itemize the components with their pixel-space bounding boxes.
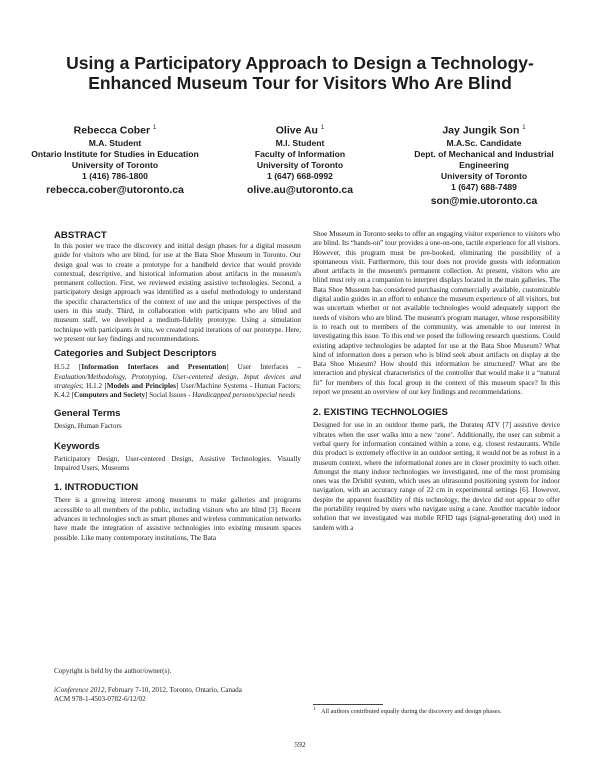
author-affiliation: Dept. of Mechanical and Industrial Engineering <box>414 148 554 170</box>
author-phone: 1 (647) 668-0992 <box>267 170 333 181</box>
author-phone: 1 (647) 688-7489 <box>451 181 517 192</box>
general-terms-text: Design, Human Factors <box>54 422 122 431</box>
footnote <box>313 708 561 716</box>
author-affiliation: Ontario Institute for Studies in Education <box>31 148 199 159</box>
author-university: University of Toronto <box>256 159 344 170</box>
introduction-heading: 1. INTRODUCTION <box>54 482 139 494</box>
author-footnote-mark: 1 <box>522 125 526 131</box>
existing-technologies-heading: 2. EXISTING TECHNOLOGIES <box>313 407 448 419</box>
author-name: Jay Jungik Son $^1$ <box>442 124 526 137</box>
paper-title: Using a Participatory Approach to Design a Technology-Enhanced Museum Tour for Visitors Who Are Blind <box>66 53 534 93</box>
author-role: M.A.Sc. Candidate <box>446 137 522 148</box>
copyright-notice: Copyright is held by the author/owner(s). <box>54 667 172 675</box>
author-phone: 1 (416) 786-1800 <box>82 170 148 181</box>
page-number: 592 <box>294 740 306 749</box>
conference-info <box>54 686 301 705</box>
footnote-divider <box>313 704 383 705</box>
author-role: M.I. Student <box>275 137 325 148</box>
general-terms-heading: General Terms <box>54 408 121 420</box>
author-email[interactable]: son@mie.utoronto.ca <box>430 195 538 207</box>
author-block-cober <box>20 122 210 198</box>
author-university: University of Toronto <box>440 170 528 181</box>
existing-technologies-text: Designed for use in an outdoor theme park, the Durateq ATV [7] assistive device vibrates when the user walks into a new ‘zone’. Additionally, the user can submit a verbal query for information contained within a zone, e.g. closest restaurants. While this product is extremely effective in an outdoor setting, it would not be as robust in a museum context, where the informational zones are in closer proximity to each other. Amongst the many indoor technologies we investigated, one of the most promising ones was the Drishti system, which uses an ultrasound positioning system for indoor navigation, with an accuracy range of 22 cm in experimental settings [6]. However, despite the apparent feasibility of this technology, the device did not appear to offer the portability required by users who navigate using a cane. Another tractable indoor solution that we investigated was mobile RFID tags (signal-generating dot) used in tandem with a <box>313 421 560 532</box>
left-column <box>54 230 301 543</box>
author-email[interactable]: rebecca.cober@utoronto.ca <box>46 184 184 196</box>
introduction-text: There is a growing interest among museums to make galleries and programs accessible to all members of the public, including visitors who are blind [3]. Recent advances in technologies such as smart phones and wireless communication networks have made the integration of assistive technologies into existing museum spaces possible. Like many contemporary institutions, The Bata <box>54 496 301 542</box>
author-affiliation: Faculty of Information <box>254 148 346 159</box>
author-block-au <box>205 122 395 198</box>
abstract-heading: ABSTRACT <box>54 230 107 241</box>
acm-isbn: ACM 978-1-4503-0782-6/12/02 <box>54 695 146 704</box>
author-email[interactable]: olive.au@utoronto.ca <box>247 184 353 196</box>
author-role: M.A. Student <box>88 137 142 148</box>
abstract-text: In this poster we trace the discovery and initial design phases for a digital museum guide for visitors who are blind, for use at the Bata Shoe Museum in Toronto. Our design goal was to create a prototype for a handheld device that would provide contextual, descriptive, and historical information about artifacts in the museum's permanent collection. First, we reviewed existing assistive technologies. Second, a participatory design approach was identified as a useful methodology to understand the specific characteristics of the context of use and the unique perspectives of the users in this study. Third, in collaboration with participants who are blind and museum staff, we developed a medium-fidelity prototype. Using a simulation technique with participants in situ, we created rapid iterations of our prototype. Here, we present our key findings and recommendations. <box>54 242 301 343</box>
right-column <box>313 230 560 533</box>
author-footnote-mark: 1 <box>320 125 325 131</box>
author-name: Olive Au $^1$ <box>275 124 325 137</box>
author-footnote-mark: 1 <box>153 125 157 131</box>
footnote-mark: 1 <box>313 707 316 712</box>
conference-name: iConference 2012 <box>54 686 105 694</box>
keywords-heading: Keywords <box>54 440 100 452</box>
categories-heading: Categories and Subject Descriptors <box>54 348 217 360</box>
footnote-text: All authors contributed equally during the discovery and design phases. <box>321 708 502 715</box>
author-block-son <box>389 122 579 209</box>
author-university: University of Toronto <box>71 159 159 170</box>
introduction-continued-text: Shoe Museum in Toronto seeks to offer an engaging visitor experience to visitors who are blind. Its “hands-on” tour provides a one-on-one, tactile experience for all visitors. However, this program must be pre-booked, eliminating the possibility of a spontaneous visit. Furthermore, this tour does not provide guests with information about artifacts in the museum's permanent collection. At present, visitors who are blind must rely on a companion to interpret displays located in the main galleries. The Bata Shoe Museum has considered purchasing commercially available, customizable digital audio guides in an effort to enhance the museum experience of all visitors, but was uncertain whether or not available technologies would adequately support the needs of visitors who are blind. The museum's program manager, whose responsibility is to reach out to members of the community, was amenable to our interest in investigating this issue. To this end we posed the following research questions. Could existing adaptive technologies be adapted for use at the Bata Shoe Museum? What kind of information does a person who is blind seek about artifacts on display at the Bata Shoe Museum? How should this information be structured? What are the interaction and physical characteristics of the controller that would make it a “natural fit” for members of this focal group in the context of this museum space? In this report we present an overview of our key findings and recommendations. <box>313 230 560 397</box>
author-name: Rebecca Cober $^1$ <box>73 124 157 137</box>
categories-text: H.5.2 [Information Interfaces and Presentation] User Interfaces – Evaluation/Methodology, Prototyping, User-centered design, Input devices and strategies; H.1.2 [Models and Principles] User/Machine Systems - Human Factors; K.4.2 [Computers and Society] Social Issues - Handicapped persons/special needs <box>54 363 301 400</box>
conference-details: , February 7-10, 2012, Toronto, Ontario, Canada <box>104 686 242 694</box>
keywords-text: Participatory Design, User-centered Design, Assistive Technologies, Visually Impaired Users, Museums <box>54 454 301 473</box>
